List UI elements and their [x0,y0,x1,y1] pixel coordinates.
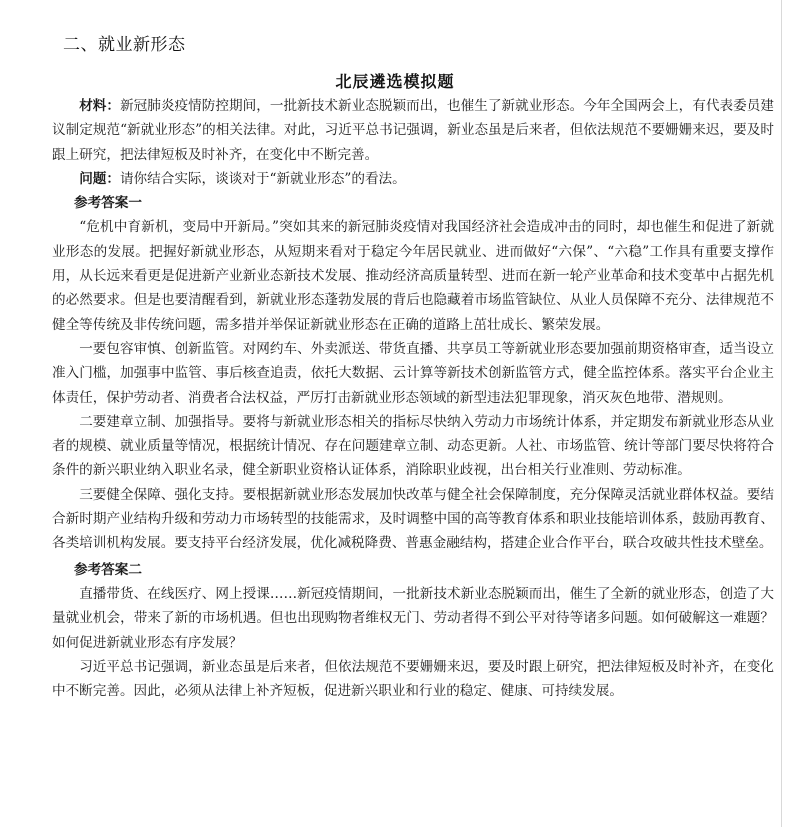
page-edge-divider [781,0,782,827]
answer1-paragraph-2: 一要包容审慎、创新监管。对网约车、外卖派送、带货直播、共享员工等新就业形态要加强前期资格审查，适当设立准入门槛，加强事中监管、事后核查追责，依托大数据、云计算等新技术创新监管方式，健全监控体系。落实平台企业主体责任，保护劳动者、消费者合法权益，严厉打击新就业形态领域的新型违法犯罪现象，消灭灰色地带、潜规则。 [52,340,774,406]
document-body [52,94,774,703]
question-text: 请你结合实际，谈谈对于“新就业形态”的看法。 [119,170,406,187]
answer2-paragraph-1: 直播带货、在线医疗、网上授课……新冠疫情期间，一批新技术新业态脱颖而出，催生了全新的就业形态，创造了大量就业机会，带来了新的市场机遇。但也出现购物者维权无门、劳动者得不到公平对待等诸多问题。如何破解这一难题？如何促进新就业形态有序发展？ [52,585,774,651]
material-label: 材料： [79,98,121,114]
section-title: 二、就业新形态 [63,35,186,55]
answer1-heading: 参考答案一 [74,195,142,212]
document-title: 北辰遴选模拟题 [335,72,455,91]
question-paragraph [52,167,774,191]
answer2-paragraph-2: 习近平总书记强调，新业态虽是后来者，但依法规范不要姗姗来迟，要及时跟上研究，把法律短板及时补齐，在变化中不断完善。因此，必须从法律上补齐短板，促进新兴职业和行业的稳定、健康、可持续发展。 [52,658,774,700]
question-label: 问题： [79,170,120,187]
answer1-paragraph-4: 三要健全保障、强化支持。要根据新就业形态发展加快改革与健全社会保障制度，充分保障灵活就业群体权益。要结合新时期产业结构升级和劳动力市场转型的技能需求，及时调整中国的高等教育体系和职业技能培训体系，鼓励再教育、各类培训机构发展。要支持平台经济发展，优化减税降费、普惠金融结构，搭建企业合作平台，联合攻破共性技术壁垒。 [52,486,774,552]
answer1-paragraph-3: 二要建章立制、加强指导。要将与新就业形态相关的指标尽快纳入劳动力市场统计体系，并定期发布新就业形态从业者的规模、就业质量等情况，根据统计情况、存在问题建章立制、动态更新。人社、市场监管、统计等部门要尽快将符合条件的新兴职业纳入职业名录，健全新职业资格认证体系，消除职业歧视，出台相关行业准则、劳动标准。 [52,413,774,479]
answer2-heading: 参考答案二 [74,561,142,578]
material-text: 新冠肺炎疫情防控期间，一批新技术新业态脱颖而出，也催生了新就业形态。今年全国两会上，有代表委员建议制定规范“新就业形态”的相关法律。对此，习近平总书记强调，新业态虽是后来者，但依法规范不要姗姗来迟，要及时跟上研究，把法律短板及时补齐，在变化中不断完善。 [52,98,774,163]
material-paragraph [52,94,774,167]
answer1-paragraph-1: “危机中育新机，变局中开新局。”突如其来的新冠肺炎疫情对我国经济社会造成冲击的同时，却也催生和促进了新就业形态的发展。把握好新就业形态，从短期来看对于稳定今年居民就业、进而做好“六保”、“六稳”工作具有重要支撑作用，从长远来看更是促进新产业新业态新技术发展、推动经济高质量转型、进而在新一轮产业革命和技术变革中占据先机的必然要求。但是也要清醒看到，新就业形态蓬勃发展的背后也隐藏着市场监管缺位、从业人员保障不充分、法律规范不健全等传统及非传统问题，需多措并举保证新就业形态在正确的道路上茁壮成长、繁荣发展。 [52,219,774,333]
